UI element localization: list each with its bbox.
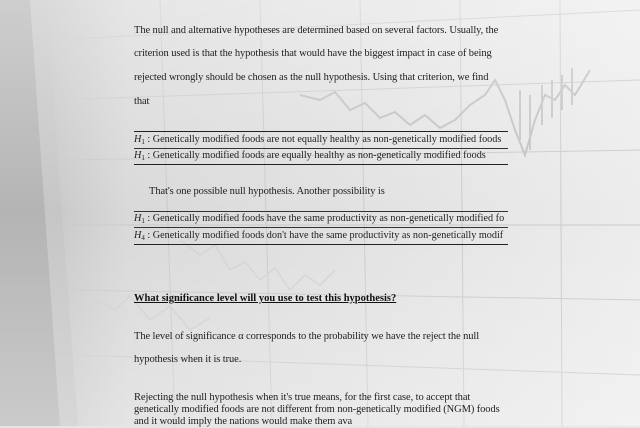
middle-paragraph: That's one possible null hypothesis. Another possibility is [149,186,385,197]
hypothesis-text: Genetically modified foods are not equally healthy as non-genetically modified foods [152,134,502,145]
intro-line-2: criterion used is that the hypothesis that would have the biggest impact in case of being [134,48,492,59]
hypothesis-text: Genetically modified foods don't have the same productivity as non-genetically modif [152,230,504,241]
significance-line-2: hypothesis when it is true. [134,354,242,365]
rejection-line-1: Rejecting the null hypothesis when it's true means, for the first case, to accept that [134,392,471,403]
hypotheses-table-2-top-rule [134,211,508,212]
significance-line-1: The level of significance α corresponds to the probability we have the reject the null [134,331,480,342]
intro-line-1: The null and alternative hypotheses are determined based on several factors. Usually, the [134,25,499,36]
hypotheses-table-bottom-rule [134,164,508,165]
hypotheses-table-2-bottom-rule [134,244,508,245]
hypothesis-text: Genetically modified foods are equally healthy as non-genetically modified foods [152,150,486,161]
intro-line-4: that [134,96,150,107]
hypotheses-table-top-rule [134,131,508,132]
section-heading: What significance level will you use to test this hypothesis? [134,293,397,304]
hypothesis-row: $H_1$ : Genetically modified foods have the same productivity as non-genetically modified fo [134,213,505,225]
hypothesis-row: $H_1$ : Genetically modified foods are equally healthy as non-genetically modified foods [134,150,486,162]
hypothesis-text: Genetically modified foods have the same productivity as non-genetically modified fo [152,213,505,224]
hypothesis-symbol: $H_4$ [134,230,145,242]
hypothesis-symbol: $H_1$ [134,134,145,146]
hypotheses-table-2-mid-rule [134,227,508,228]
hypothesis-row: $H_4$ : Genetically modified foods don't have the same productivity as non-genetically modif [134,230,504,242]
rejection-line-2: genetically modified foods are not different from non-genetically modified (NGM) foods [134,404,500,415]
hypothesis-row: $H_1$ : Genetically modified foods are not equally healthy as non-genetically modified foods [134,134,502,146]
hypothesis-symbol: $H_1$ [134,213,145,225]
rejection-line-3: and it would imply the nations would make them ava [134,416,353,427]
hypothesis-symbol: $H_1$ [134,150,145,162]
hypotheses-table-mid-rule [134,148,508,149]
intro-line-3: rejected wrongly should be chosen as the null hypothesis. Using that criterion, we find [134,72,489,83]
